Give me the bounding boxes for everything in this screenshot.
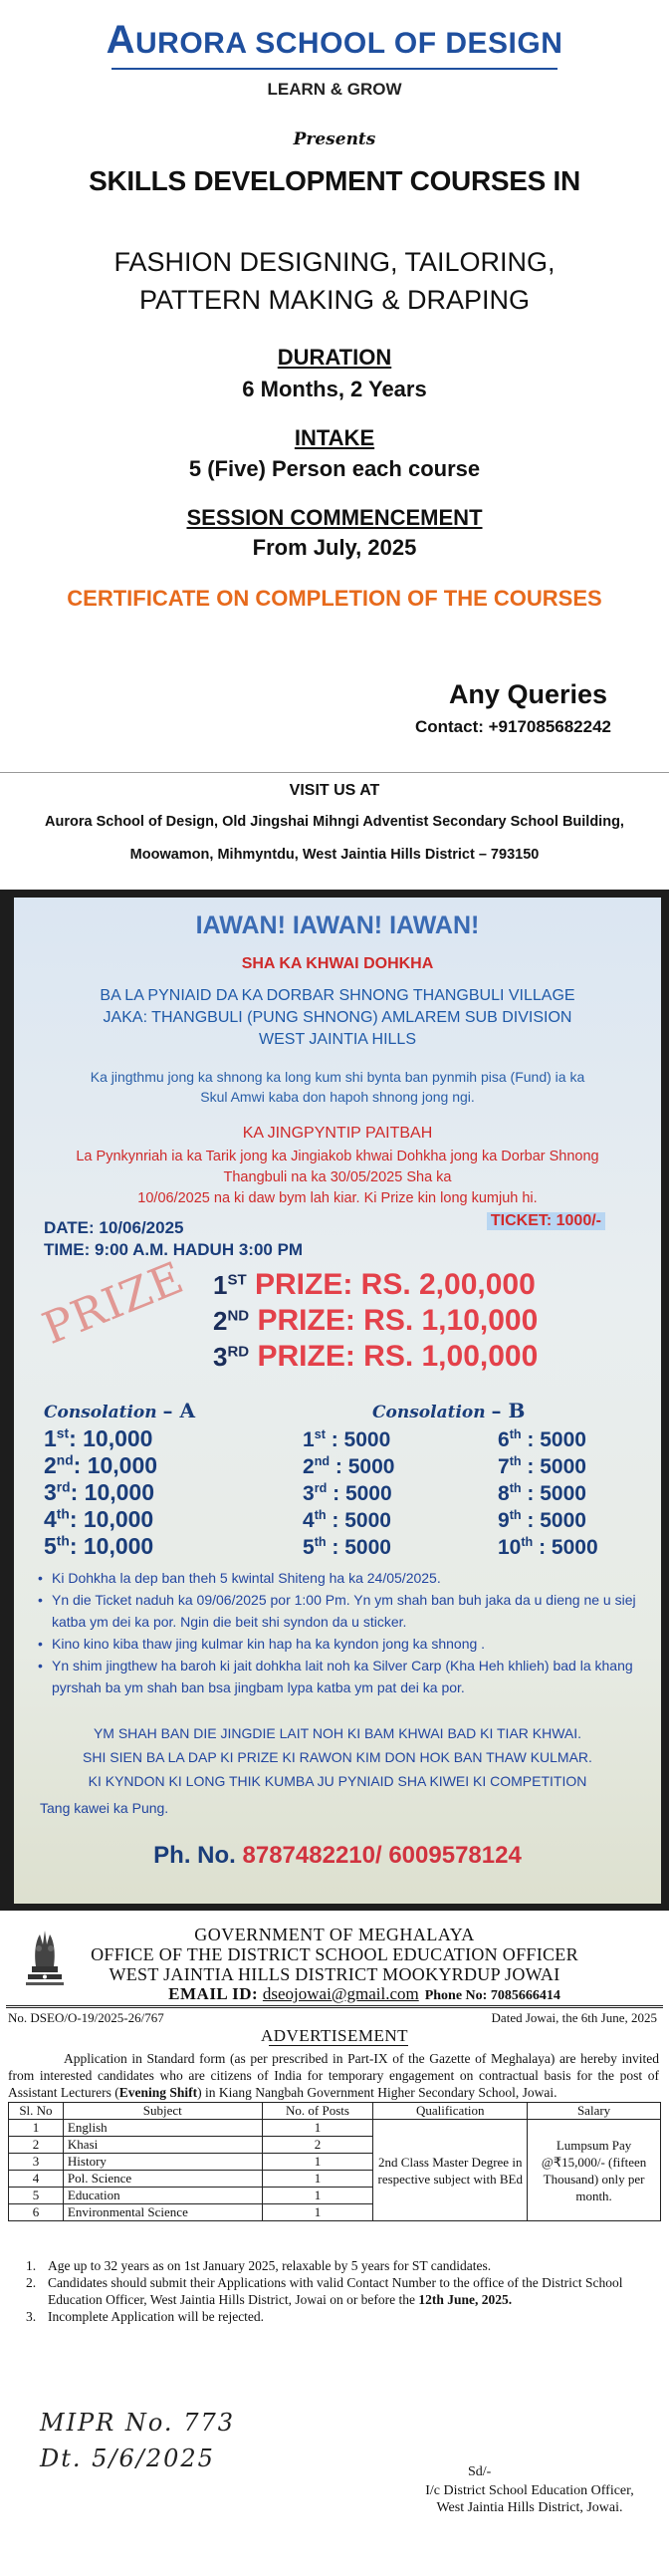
duration-value: 6 Months, 2 Years — [242, 377, 427, 401]
dated-line: Dated Jowai, the 6th June, 2025 — [491, 2010, 657, 2025]
table-row: 6 Environmental Science 1 — [9, 2204, 661, 2221]
notice-heading: KA JINGPYNTIP PAITBAH — [242, 1125, 433, 1142]
notice-line2: Thangbuli na ka 30/05/2025 Sha ka — [223, 1169, 452, 1185]
table-row: 5 Education 1 — [9, 2188, 661, 2204]
handwritten-date: Dt. 5/6/2025 — [40, 2445, 215, 2472]
consolation-b-row: 3rd : 5000 — [303, 1481, 392, 1505]
caps-note-line3: KI KYNDON KI LONG THIK KUMBA JU PYNIAID SHA KIWEI KI COMPETITION — [88, 1773, 587, 1789]
notice-line3: 10/06/2025 na ki daw bym lah kiar. Ki Prize kin long kumjuh hi. — [137, 1190, 538, 1206]
course-subjects — [0, 243, 669, 319]
consolation-a-row: 2nd: 10,000 — [44, 1452, 158, 1478]
course-title: SKILLS DEVELOPMENT COURSES IN — [89, 165, 580, 196]
intake-label: INTAKE — [294, 425, 375, 450]
qualification-cell: 2nd Class Master Degree in respective subject with BEd — [373, 2120, 528, 2221]
fishing-poster — [14, 898, 661, 1904]
address-line2: Moowamon, Mihmyntdu, West Jaintia Hills District – 793150 — [129, 847, 540, 863]
consolation-a-row: 4th: 10,000 — [44, 1506, 154, 1532]
poster-heading: IAWAN! IAWAN! IAWAN! — [195, 911, 480, 939]
rules-list — [38, 1567, 645, 1698]
caps-note-line2: SHI SIEN BA LA DAP KI PRIZE KI RAWON KIM DON HOK BAN THAW KULMAR. — [83, 1749, 592, 1765]
ticket-price: TICKET: 1000/- — [487, 1212, 605, 1230]
consolation-b-row: 6th : 5000 — [498, 1427, 586, 1451]
table-row: 1 English 1 2nd Class Master Degree in respective subject with BEd Lumpsum Pay @₹15,000/- (fifteen Thousand) only per month. — [9, 2120, 661, 2137]
condition-item: 2. Candidates should submit their Applications with valid Contact Number to the office of the District School Education Officer, West Jaintia Hills District, Jowai on or before the 12th June, 2025. — [26, 2275, 623, 2307]
queries-heading: Any Queries — [448, 679, 607, 709]
course-subjects-line2: PATTERN MAKING & DRAPING — [138, 285, 531, 315]
certificate-note: CERTIFICATE ON COMPLETION OF THE COURSES — [67, 586, 602, 611]
contact-phone: Contact: +917085682242 — [414, 717, 611, 736]
condition-item: 3. Incomplete Application will be rejected. — [26, 2309, 265, 2324]
intake-value: 5 (Five) Person each course — [188, 456, 481, 481]
organiser-line3: WEST JAINTIA HILLS — [259, 1031, 416, 1048]
signing-officer: I/c District School Education Officer, West Jaintia Hills District, Jowai. — [425, 2483, 634, 2515]
prize-second: 2ND PRIZE: RS. 1,10,000 — [213, 1304, 539, 1337]
conditions-list — [26, 2257, 663, 2325]
consolation-b-row: 1st : 5000 — [303, 1427, 391, 1451]
session-label: SESSION COMMENCEMENT — [186, 505, 483, 530]
advertisement-body: Application in Standard form (as per prescribed in Part-IX of the Gazette of Meghalaya) are hereby invited from interested candidates who are citizens of India for temporary engagement on contractual basis for the post of Assistant Lecturers (Evening Shift) in Kiang Nangbah Government Higher Secondary School, Jowai. — [8, 2051, 659, 2100]
consolation-b-row: 10th : 5000 — [498, 1535, 598, 1559]
purpose-line1: Ka jingthmu jong ka shnong ka long kum shi bynta ban pynmih pisa (Fund) ia ka — [90, 1069, 585, 1085]
address-line1: Aurora School of Design, Old Jingshai Mihngi Adventist Secondary School Building, — [45, 814, 624, 830]
duration-label: DURATION — [277, 345, 392, 370]
fishing-poster-photo — [0, 890, 669, 1911]
consolation-b-row: 7th : 5000 — [498, 1454, 586, 1478]
caps-note-line1: YM SHAH BAN DIE JINGDIE LAIT NOH KI BAM KHWAI BAD KI TIAR KHWAI. — [93, 1725, 582, 1741]
course-subjects-line1: FASHION DESIGNING, TAILORING, — [113, 247, 556, 277]
prize-first: 1ST PRIZE: RS. 2,00,000 — [213, 1268, 536, 1301]
table-row: 4 Pol. Science 1 — [9, 2171, 661, 2188]
organiser-line1: BA LA PYNIAID DA KA DORBAR SHNONG THANGBULI VILLAGE — [100, 987, 575, 1004]
consolation-b-row: 4th : 5000 — [303, 1508, 391, 1532]
signature-sd: Sd/- — [468, 2464, 492, 2479]
consolation-a-row: 3rd: 10,000 — [44, 1479, 155, 1505]
purpose-line2: Skul Amwi kaba don hapoh shnong jong ngi. — [200, 1089, 475, 1105]
consolation-b-row: 8th : 5000 — [498, 1481, 586, 1505]
table-row: 3 History 1 — [9, 2154, 661, 2171]
rule-item: • Yn shim jingthew ha baroh ki jait dohkha lait noh ka Silver Carp (Kha Heh khlieh) bad la khang — [38, 1655, 645, 1676]
posts-table — [8, 2102, 661, 2221]
rule-item-continued: katba ym dei ka por. Ngin die beit shi syndon da u sticker. — [52, 1614, 407, 1630]
session-value: From July, 2025 — [252, 535, 417, 560]
consolation-a-row: 5th: 10,000 — [44, 1533, 154, 1559]
rule-item-continued: pyrshah ba ym shah ban bsa jingbam lypa katba ym pat dei ka por. — [52, 1679, 465, 1695]
gov-office: OFFICE OF THE DISTRICT SCHOOL EDUCATION OFFICER — [91, 1944, 578, 1964]
divider — [0, 772, 669, 773]
government-advertisement — [0, 1911, 669, 2576]
rule-item: • Yn die Ticket naduh ka 09/06/2025 por 1:00 Pm. Yn ym shah ban buh jaka da u dieng ne u siej — [38, 1589, 645, 1611]
consolation-b-heading: Consolation – B — [372, 1399, 526, 1422]
brand-logo: AURORA SCHOOL OF DESIGN — [106, 18, 563, 62]
rule-item: • Kino kino kiba thaw jing kulmar kin hap ha ka kyndon jong ka shnong . — [38, 1633, 645, 1655]
notice-line1: La Pynkynriah ia ka Tarik jong ka Jingiakob khwai Dohkha jong ka Dorbar Shnong — [76, 1149, 599, 1164]
one-rod-note: Tang kawei ka Pung. — [40, 1800, 169, 1816]
consolation-a-heading: Consolation – A — [44, 1399, 196, 1422]
advertisement-heading: ADVERTISEMENT — [260, 2026, 409, 2045]
tagline: LEARN & GROW — [267, 80, 402, 99]
email-link[interactable]: dseojowai@gmail.com — [262, 1984, 419, 2003]
reference-number: No. DSEO/O-19/2025-26/767 — [8, 2010, 164, 2025]
prize-stamp: PRIZE — [35, 1252, 191, 1355]
gov-line1: GOVERNMENT OF MEGHALAYA — [194, 1925, 475, 1944]
visit-label: VISIT US AT — [289, 782, 380, 799]
brand-underline — [112, 68, 558, 70]
gov-district: WEST JAINTIA HILLS DISTRICT MOOKYRDUP JOWAI — [109, 1964, 560, 1984]
event-date: DATE: 10/06/2025 — [44, 1218, 184, 1237]
table-header: Sl. No — [9, 2103, 64, 2120]
table-header: Qualification — [373, 2103, 528, 2120]
poster-subheading: SHA KA KHWAI DOHKHA — [241, 955, 434, 972]
consolation-b-row: 5th : 5000 — [303, 1535, 391, 1559]
consolation-b-row: 2nd : 5000 — [303, 1454, 395, 1478]
salary-cell: Lumpsum Pay @₹15,000/- (fifteen Thousand) only per month. — [528, 2120, 661, 2221]
table-header: Salary — [528, 2103, 661, 2120]
event-time: TIME: 9:00 A.M. HADUH 3:00 PM — [44, 1240, 304, 1259]
table-header: No. of Posts — [262, 2103, 373, 2120]
handwritten-mipr: MIPR No. 773 — [40, 2409, 235, 2437]
table-row: 2 Khasi 2 — [9, 2137, 661, 2154]
table-header-row — [9, 2103, 661, 2120]
condition-item: 1. Age up to 32 years as on 1st January 2025, relaxable by 5 years for ST candidates. — [26, 2258, 492, 2273]
organiser-line2: JAKA: THANGBULI (PUNG SHNONG) AMLAREM SUB DIVISION — [103, 1009, 572, 1026]
rule-item: • Ki Dohkha la dep ban theh 5 kwintal Shiteng ha ka 24/05/2025. — [38, 1567, 645, 1589]
gov-contact-line: EMAIL ID: dseojowai@gmail.com Phone No: 7085666414 — [168, 1984, 560, 2003]
consolation-a-row: 1st: 10,000 — [44, 1425, 153, 1451]
header-rule — [6, 2005, 663, 2008]
consolation-b-row: 9th : 5000 — [498, 1508, 586, 1532]
poster-phone: Ph. No. 8787482210/ 6009578124 — [153, 1842, 522, 1869]
table-header: Subject — [63, 2103, 262, 2120]
advertisement-underline — [269, 2045, 408, 2046]
prize-third: 3RD PRIZE: RS. 1,00,000 — [213, 1340, 539, 1373]
presents-text: Presents — [293, 129, 376, 149]
aurora-flyer — [0, 0, 669, 877]
